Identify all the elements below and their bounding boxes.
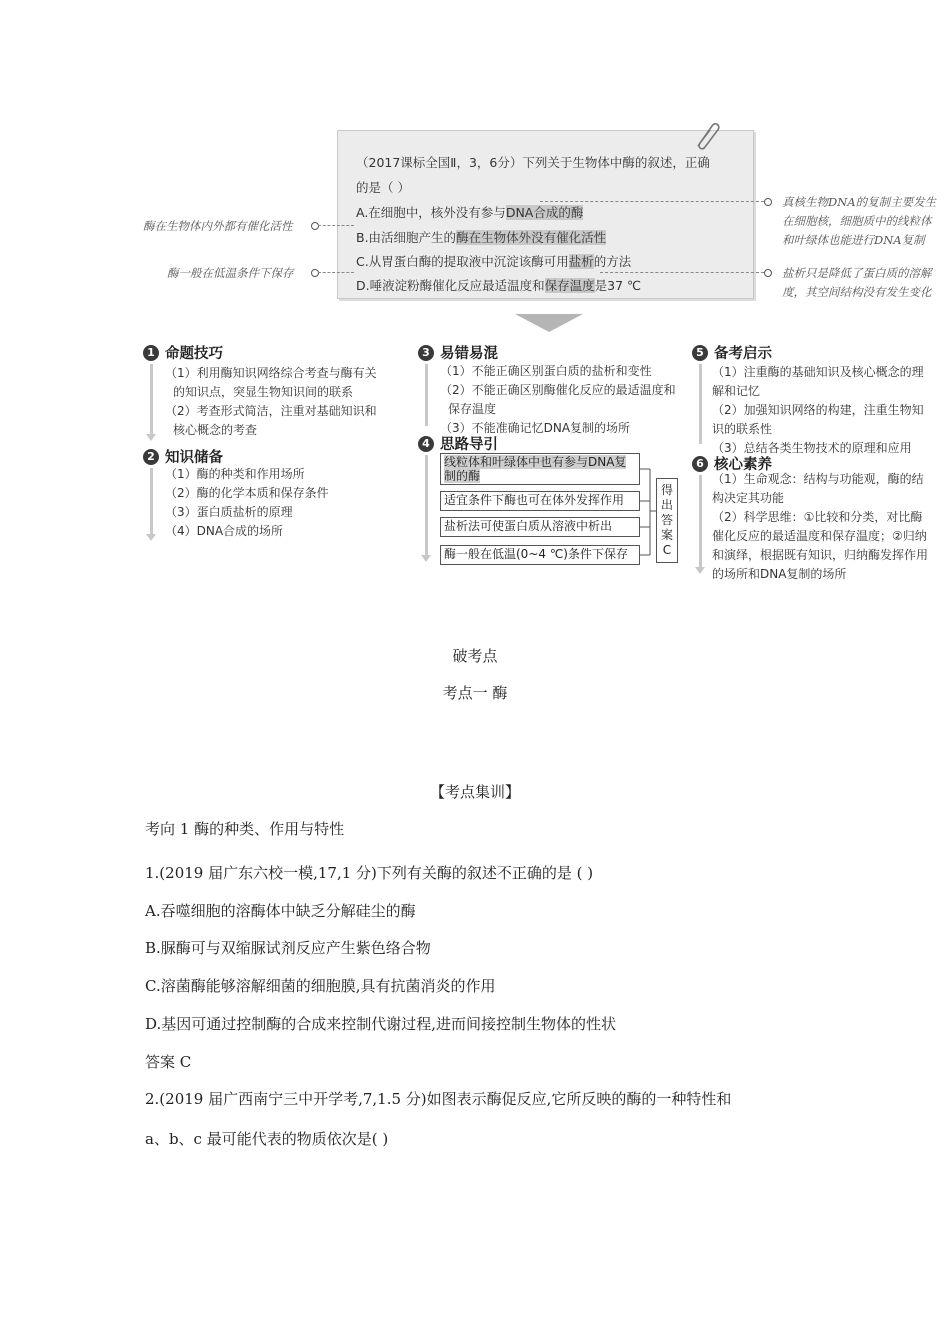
- question-1-answer: 答案 C: [145, 1053, 192, 1071]
- section-heading-4: 4 思路导引: [418, 433, 498, 454]
- question-2-stem-cont: a、b、c 最可能代表的物质依次是( ): [145, 1130, 389, 1148]
- down-arrow-icon: [515, 314, 583, 332]
- question-stem-cont: 的是（ ）: [356, 180, 410, 195]
- progress-bar-line: [425, 455, 428, 555]
- callout-dot: [311, 269, 319, 277]
- section-2-body: （1）酶的种类和作用场所 （2）酶的化学本质和保存条件 （3）蛋白质盐析的原理 （4）DNA合成的场所: [165, 467, 329, 538]
- question-stem: （2017课标全国Ⅱ，3，6分）下列关于生物体中酶的叙述，正确: [356, 155, 710, 170]
- section-heading-1: 1 命题技巧: [143, 342, 223, 363]
- progress-bar-line: [699, 364, 702, 444]
- down-arrow-icon: [695, 567, 705, 574]
- callout-right-2: 盐析只是降低了蛋白质的溶解 度，其空间结构没有发生变化: [782, 266, 932, 299]
- option-c: C.从胃蛋白酶的提取液中沉淀该酶可用盐析的方法: [356, 254, 632, 269]
- section-heading-2: 2 知识储备: [143, 446, 223, 467]
- direction-title: 考向 1 酶的种类、作用与特性: [145, 820, 345, 838]
- callout-connector: [600, 272, 764, 273]
- exam-point-title: 考点一 酶: [442, 684, 508, 702]
- callout-connector: [318, 272, 354, 273]
- question-1-option-d: D.基因可通过控制酶的合成来控制代谢过程,进而间接控制生物体的性状: [145, 1015, 617, 1033]
- flow-step-2: 适宜条件下酶也可在体外发挥作用: [440, 491, 640, 511]
- progress-bar-line: [150, 468, 153, 534]
- callout-left-2: 酶一般在低温条件下保存: [167, 266, 294, 280]
- callout-dot: [764, 269, 772, 277]
- section-3-body: （1）不能正确区别蛋白质的盐析和变性 （2）不能正确区别酶催化反应的最适温度和 保存温度 （3）不能准确记忆DNA复制的场所: [440, 364, 676, 435]
- option-a: A.在细胞中，核外没有参与DNA合成的酶: [356, 205, 584, 220]
- callout-connector: [540, 201, 764, 202]
- section-1-body: （1）利用酶知识网络综合考查与酶有关 的知识点，突显生物知识间的联系 （2）考查形式简洁，注重对基础知识和 核心概念的考查: [165, 366, 377, 437]
- flow-step-3: 盐析法可使蛋白质从溶液中析出: [440, 517, 640, 537]
- section-heading-3: 3 易错易混: [418, 342, 498, 363]
- section-heading-5: 5 备考启示: [692, 342, 772, 363]
- progress-bar-line: [150, 364, 153, 434]
- flow-step-4: 酶一般在低温(0~4 ℃)条件下保存: [440, 545, 640, 565]
- down-arrow-icon: [146, 534, 156, 541]
- section-6-body: （1）生命观念：结构与功能观，酶的结 构决定其功能 （2）科学思维：①比较和分类，对比酶 催化反应的最适温度和保存温度；②归纳 和演绎，根据既有知识，归纳酶发挥作用 的场所和DNA复制的场所: [712, 472, 929, 581]
- option-b: B.由活细胞产生的酶在生物体外没有催化活性: [356, 230, 607, 245]
- flow-step-1: 线粒体和叶绿体中也有参与DNA复制的酶: [440, 453, 640, 485]
- question-card: [337, 130, 754, 299]
- section-5-body: （1）注重酶的基础知识及核心概念的理 解和记忆 （2）加强知识网络的构建，注重生物知 识的联系性 （3）总结各类生物技术的原理和应用: [712, 365, 924, 455]
- callout-right-1: 真核生物DNA的复制主要发生 在细胞核，细胞质中的线粒体 和叶绿体也能进行DNA复制: [782, 195, 937, 247]
- section-heading-6: 6 核心素养: [692, 453, 772, 474]
- question-1-stem: 1.(2019 届广东六校一模,17,1 分)下列有关酶的叙述不正确的是 ( ): [145, 864, 594, 882]
- down-arrow-icon: [146, 434, 156, 441]
- exercise-title: 【考点集训】: [429, 783, 520, 801]
- down-arrow-icon: [421, 555, 431, 562]
- question-2-stem: 2.(2019 届广西南宁三中开学考,7,1.5 分)如图表示酶促反应,它所反映的酶的一种特性和: [145, 1090, 732, 1108]
- page-heading: 破考点: [452, 647, 498, 665]
- callout-dot: [311, 222, 319, 230]
- question-1-option-b: B.脲酶可与双缩脲试剂反应产生紫色络合物: [145, 939, 431, 957]
- question-1-option-c: C.溶菌酶能够溶解细菌的细胞膜,具有抗菌消炎的作用: [145, 977, 496, 995]
- progress-bar-line: [699, 475, 702, 567]
- callout-dot: [764, 198, 772, 206]
- callout-connector: [318, 225, 354, 226]
- progress-bar-line: [425, 364, 428, 426]
- callout-left-1: 酶在生物体内外都有催化活性: [143, 219, 293, 233]
- paperclip-icon: [690, 120, 720, 150]
- option-d: D.唾液淀粉酶催化反应最适温度和保存温度是37 ℃: [356, 278, 642, 293]
- answer-box: 得出答案C: [656, 478, 678, 563]
- question-1-option-a: A.吞噬细胞的溶酶体中缺乏分解硅尘的酶: [145, 902, 416, 920]
